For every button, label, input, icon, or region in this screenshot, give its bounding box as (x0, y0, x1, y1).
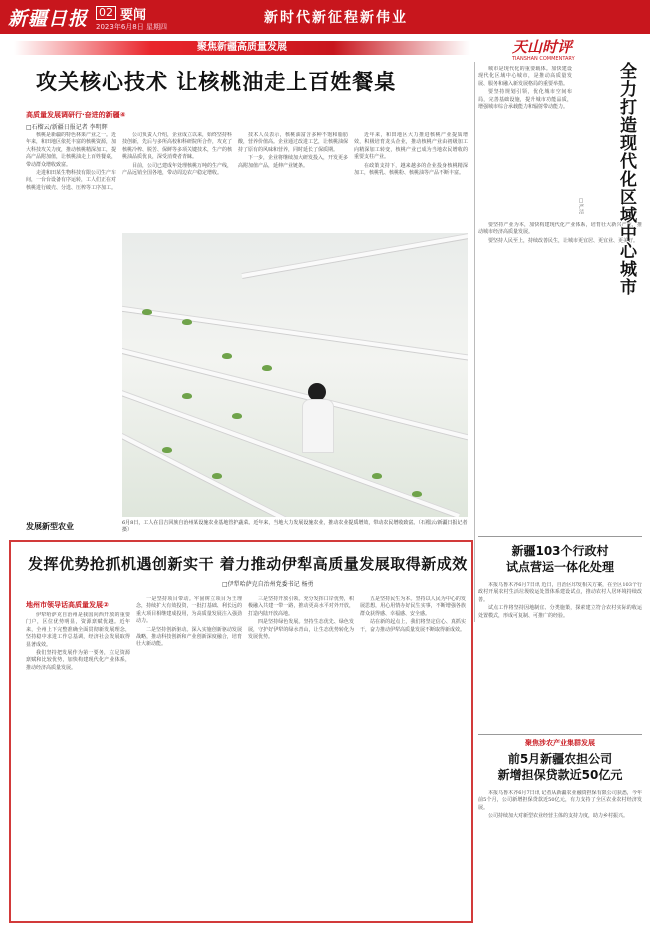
paragraph: 在政策支持下，越来越多的企业投身核桃精深加工，核桃乳、核桃粉、核桃油等产品不断丰富。 (354, 162, 468, 177)
plant-leaf (372, 473, 382, 479)
hydroponic-rail (122, 303, 468, 362)
plant-leaf (182, 319, 192, 325)
news2-body (478, 790, 642, 920)
plant-leaf (412, 491, 422, 497)
plant-leaf (182, 393, 192, 399)
masthead-logo: 新疆日报 (8, 8, 89, 30)
plant-leaf (232, 413, 242, 419)
paragraph: 本报乌鲁木齐6月7日讯 记者从新疆农业融资担保有限公司获悉，今年前5个月，公司新增担保贷款近50亿元，有力支持了全区农业农村经济发展。 (478, 790, 642, 811)
news1-headline-line2: 试点营运一体化处理 (505, 560, 614, 574)
hydroponic-rail (122, 423, 442, 517)
article1-headline: 攻关核心技术 让核桃油走上百姓餐桌 (36, 70, 397, 94)
paragraph: 一是坚持项目带动。牢固树立项目为王理念，持续扩大有效投资，一批打基础、利长远的重大项目相继建成投用，为高质量发展注入强劲动力。 (136, 596, 242, 625)
paragraph: 公司持续加大对新型农业经营主体的支持力度，助力乡村振兴。 (488, 813, 629, 820)
article2-headline: 发挥优势抢抓机遇创新实干 着力推动伊犁高质量发展取得新成效 (28, 555, 468, 573)
article1-byline: □石榴云/新疆日报记者 李明辉 (26, 124, 108, 131)
plant-leaf (222, 353, 232, 359)
paragraph: 试点工作将坚持因地制宜、分类施策，探索建立符合农村实际的收运处置模式，形成可复制、可推广的经验。 (478, 605, 642, 619)
paragraph: 下一步，企业将继续加大研发投入，开发更多高附加值产品，延伸产业链条。 (238, 155, 348, 169)
brand-subtitle: TIANSHAN COMMENTARY (512, 56, 575, 62)
photo-caption: 6月8日，工人在昌吉回族自治州某设施农业基地管护蔬菜。近年来，当地大力发展设施农业，推动农业提质增效，带动农民增收致富。（石榴云/新疆日报记者 摄） (122, 520, 468, 533)
paragraph: 近年来，和田地区大力推进核桃产业提质增效，积极培育龙头企业，推动核桃产业由初级加工向精深加工转变，核桃产业已成为当地农民增收的重要支柱产业。 (354, 132, 468, 161)
photo-label: 发展新型农业 (26, 522, 74, 531)
paragraph: 走进和田某生物科技有限公司生产车间，一台台设备有序运转，工人们正在对核桃进行破壳、分选、压榨等工序加工。 (26, 170, 116, 191)
issue-date: 2023年6月8日 星期四 (96, 23, 167, 31)
article2-byline: □伊犁哈萨克自治州党委书记 杨勇 (222, 581, 314, 588)
paragraph: 我们坚持把发展作为第一要务，立足资源禀赋和比较优势，加快构建现代化产业体系，推动经济高质量发展。 (26, 650, 130, 671)
plant-leaf (142, 309, 152, 315)
article2-column-4 (360, 596, 466, 916)
paragraph: 城市是现代化的重要载体。加快建设现代化区域中心城市，是推动高质量发展、服务和融入新发展格局的重要举措。 (478, 66, 572, 87)
divider (478, 734, 642, 735)
paragraph: 伊犁哈萨克自治州是我国向西开放的重要门户，区位优势明显，资源禀赋优越。近年来，全州上下完整准确全面贯彻新发展理念，坚持稳中求进工作总基调，经济社会发展取得显著成效。 (26, 612, 130, 648)
article2-kicker: 地州市领导话高质量发展② (26, 601, 109, 609)
article2-column-2 (136, 596, 242, 916)
news1-body (478, 582, 642, 680)
paragraph: 四是坚持绿色发展。坚持生态优先、绿色发展，守护好伊犁的绿水青山，让生态优势转化为发展优势。 (248, 619, 354, 641)
news1-headline-line1: 新疆103个行政村 (511, 544, 609, 558)
paragraph: 技术人员表示，核桃油富含多种不饱和脂肪酸，营养价值高。企业通过改进工艺，让核桃油保持了原有的风味和营养，同时延长了保质期。 (238, 132, 348, 153)
paragraph: 核桃是新疆的特色林果产业之一。近年来，和田地区依托丰富的核桃资源，加大科技攻关力度，推动核桃精深加工，提高产品附加值，让核桃油走上百姓餐桌，带动群众增收致富。 (26, 132, 116, 168)
hydroponic-rail (122, 383, 460, 517)
column-divider (474, 62, 475, 622)
paragraph: 要坚持人民至上，持续改善民生，让城市更宜居、更宜业、更美好。 (488, 237, 639, 244)
article1-column-3 (238, 132, 348, 228)
brand-logo: 天山时评 (512, 38, 573, 56)
commentary-column-2 (478, 222, 642, 522)
news2-headline-line2: 新增担保贷款近50亿元 (497, 768, 623, 782)
paragraph: 公司负责人介绍，企业成立以来，始终坚持科技创新，先后与多所高校和科研院所合作，攻克了核桃冷榨、脱苦、保鲜等多项关键技术，生产的核桃油品质优良，深受消费者青睐。 (122, 132, 232, 161)
paragraph: 五是坚持民生为本。坚持以人民为中心的发展思想，用心用情办好民生实事，不断增强各族群众获得感、幸福感、安全感。 (360, 596, 466, 617)
header-slogan: 新时代新征程新伟业 (264, 10, 408, 26)
paragraph: 三是坚持开放引领。充分发挥口岸优势，积极融入共建一带一路，推动更高水平对外开放，打造内陆开放高地。 (248, 596, 354, 617)
divider (478, 536, 642, 537)
promo-title: 聚焦涉农产业集群发展 (525, 739, 595, 747)
article1-column-1 (26, 132, 116, 520)
news2-headline-line1: 前5月新疆农担公司 (507, 752, 613, 766)
article2-column-1 (26, 612, 130, 916)
page-number: 02 (96, 6, 116, 20)
section-name: 要闻 (120, 8, 147, 23)
paragraph: 本报乌鲁木齐6月7日讯 近日，自治区印发相关方案，在全区103个行政村开展农村生活垃圾收运处置体系建设试点，推动农村人居环境持续改善。 (478, 582, 642, 603)
paragraph: 要坚持规划引领，优化城市空间布局，完善基础设施，提升城市功能品质，增强城市综合承载能力和辐射带动能力。 (478, 89, 572, 111)
column-banner-text: 聚焦新疆高质量发展 (197, 42, 287, 53)
plant-leaf (162, 447, 172, 453)
hydroponic-rail (122, 343, 468, 441)
column-banner (14, 41, 470, 55)
commentary-author: □严洁 (578, 198, 584, 214)
worker-figure (300, 383, 338, 453)
paragraph: 站在新的起点上，我们将坚定信心、真抓实干，奋力推动伊犁高质量发展不断取得新成效。 (360, 619, 466, 633)
article1-column-4 (354, 132, 468, 228)
paragraph: 二是坚持创新驱动。深入实施创新驱动发展战略，推动科技创新和产业创新深度融合，培育壮大新动能。 (136, 626, 242, 648)
article2-column-3 (248, 596, 354, 916)
commentary-headline: 全力打造现代化区域中心城市 (616, 62, 636, 296)
commentary-column-1 (478, 66, 572, 218)
page-header (0, 0, 650, 34)
hydroponic-rail (241, 233, 468, 279)
article1-column-2 (122, 132, 232, 228)
article1-kicker: 高质量发展调研行·奋进的新疆④ (26, 111, 126, 119)
paragraph: 要坚持产业为本，加快构建现代化产业体系，培育壮大新兴产业，推动城市经济高质量发展。 (478, 222, 642, 236)
paragraph: 目前，公司已建成年处理核桃万吨的生产线，产品远销全国各地，带动周边农户稳定增收。 (122, 162, 232, 177)
plant-leaf (212, 473, 222, 479)
greenhouse-photo (122, 233, 468, 517)
plant-leaf (262, 365, 272, 371)
